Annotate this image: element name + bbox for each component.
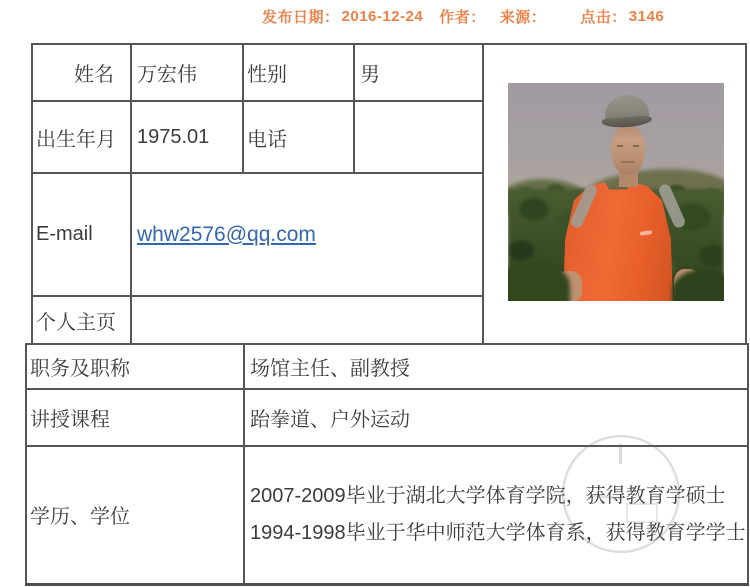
photo-face: [611, 125, 645, 175]
photo-mouth: [621, 161, 635, 163]
education-line-1: 2007-2009毕业于湖北大学体育学院，获得教育学硕士: [250, 484, 726, 507]
homepage-label: 个人主页: [32, 296, 131, 344]
homepage-value: [131, 296, 483, 344]
email-link[interactable]: whw2576@qq.com: [137, 222, 316, 246]
position-value: 场馆主任、副教授: [244, 344, 748, 389]
photo-cap-visor: [602, 115, 653, 128]
email-label: E-mail: [32, 173, 131, 296]
clicks-label: 点击：: [580, 9, 627, 26]
source-label: 来源：: [499, 9, 547, 26]
photo-eyes: [617, 145, 639, 147]
gender-value: 男: [354, 44, 483, 101]
education-label: 学历、学位: [26, 446, 244, 584]
publish-date-label: 发布日期：: [262, 9, 340, 26]
profile-table-lower: [25, 343, 749, 586]
education-line-2: 1994-1998毕业于华中师范大学体育系，获得教育学学士: [250, 521, 746, 544]
clicks-value: 3146: [628, 8, 665, 25]
author-label: 作者：: [439, 9, 486, 26]
name-label: 姓名: [32, 44, 131, 101]
position-label: 职务及职称: [26, 344, 244, 389]
article-meta-bar: [262, 6, 664, 27]
phone-label: 电话: [243, 101, 354, 173]
education-value: [244, 446, 748, 584]
name-value: 万宏伟: [131, 44, 243, 101]
gender-label: 性别: [243, 44, 354, 101]
publish-date-value: 2016-12-24: [341, 8, 424, 25]
birth-label: 出生年月: [32, 101, 131, 173]
email-cell: [131, 173, 483, 296]
birth-value: 1975.01: [131, 101, 243, 173]
phone-value: [354, 101, 483, 173]
courses-value: 跆拳道、户外运动: [244, 389, 748, 446]
profile-photo: [508, 83, 724, 301]
courses-label: 讲授课程: [26, 389, 244, 446]
